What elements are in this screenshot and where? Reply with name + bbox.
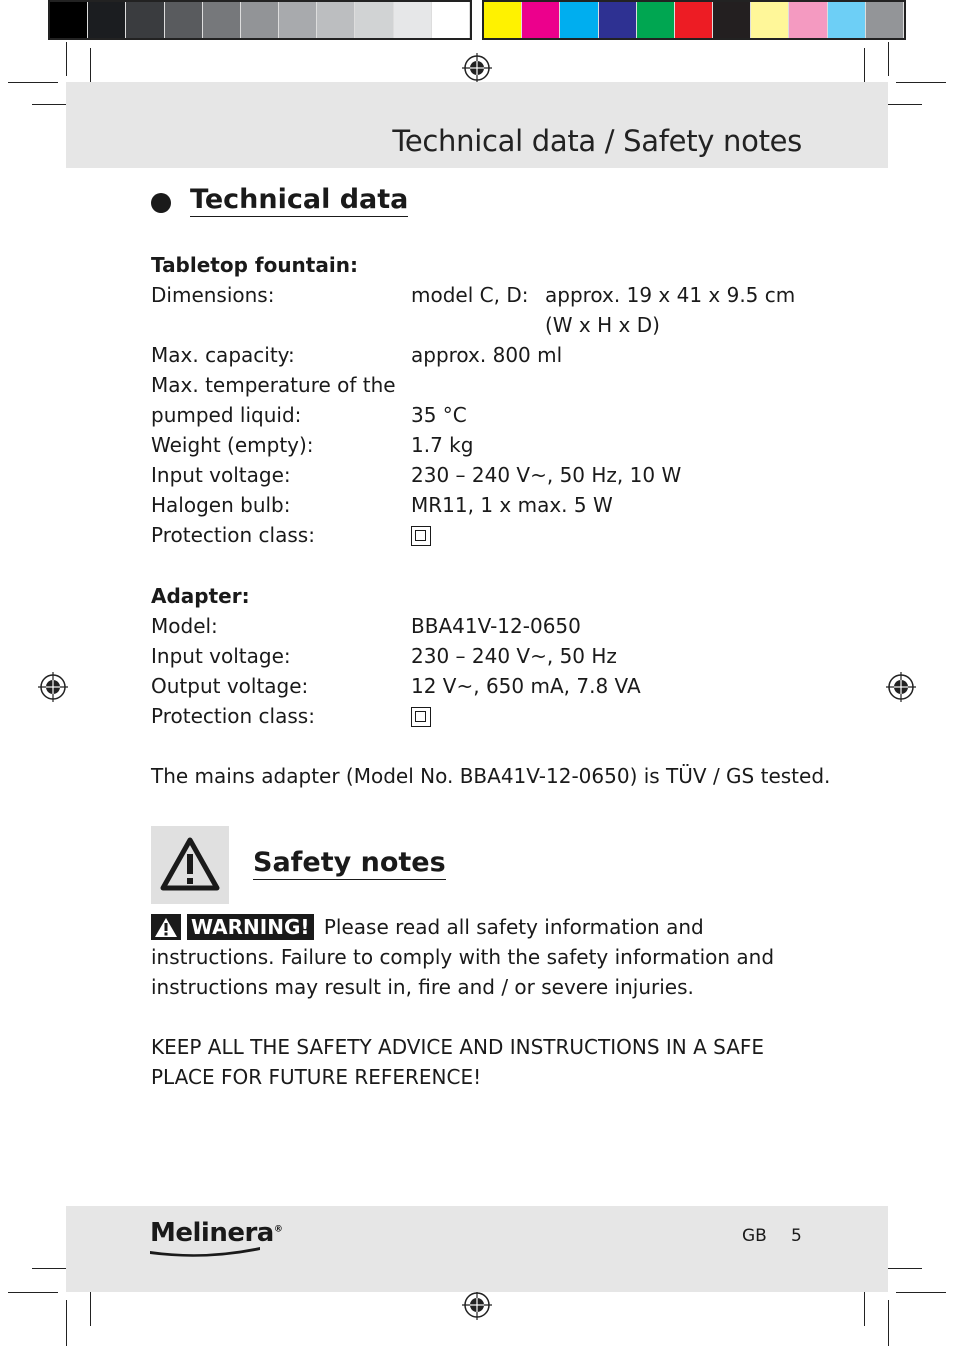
color-swatch	[317, 2, 355, 38]
crop-mark	[888, 1300, 889, 1346]
keep-notice: KEEP ALL THE SAFETY ADVICE AND INSTRUCTIONS IN A SAFE PLACE FOR FUTURE REFERENCE!	[151, 1035, 765, 1089]
registration-mark-icon	[462, 53, 492, 83]
section-heading-technical: Technical data	[190, 184, 409, 215]
color-swatch	[279, 2, 317, 38]
color-swatch	[241, 2, 279, 38]
color-swatch	[203, 2, 241, 38]
color-swatch	[637, 2, 675, 38]
spec-label: pumped liquid:	[151, 403, 302, 427]
warning-text: Please read all safety information and instructions.	[151, 915, 704, 969]
spec-value: 35 °C	[411, 403, 467, 427]
spec-label: Max. capacity:	[151, 343, 295, 367]
color-swatch	[866, 2, 904, 38]
warning-paragraph	[151, 912, 811, 1002]
color-swatch	[165, 2, 203, 38]
crop-mark	[882, 104, 922, 105]
grayscale-calibration-bar	[48, 0, 472, 40]
spec-value: approx. 19 x 41 x 9.5 cm	[545, 283, 796, 307]
spec-model: model C, D:	[411, 283, 529, 307]
crop-mark	[66, 1300, 67, 1346]
spec-value: (W x H x D)	[545, 313, 660, 337]
color-swatch	[522, 2, 560, 38]
crop-mark	[8, 1292, 58, 1293]
color-swatch	[126, 2, 164, 38]
tuv-note: The mains adapter (Model No. BBA41V-12-0650) is TÜV / GS tested.	[151, 764, 831, 788]
spec-label: Output voltage:	[151, 674, 309, 698]
spec-label: Max. temperature of the	[151, 373, 396, 397]
brand-logo	[150, 1218, 282, 1248]
warning-triangle-icon	[151, 826, 229, 904]
section-heading-safety: Safety notes	[253, 847, 446, 878]
registration-mark-icon	[462, 1290, 492, 1320]
adapter-heading: Adapter:	[151, 584, 250, 608]
color-swatch	[560, 2, 598, 38]
color-swatch	[675, 2, 713, 38]
color-swatch	[751, 2, 789, 38]
page-title: Technical data / Safety notes	[392, 124, 802, 158]
spec-label: Model:	[151, 614, 218, 638]
color-swatch	[789, 2, 827, 38]
color-swatch	[50, 2, 88, 38]
spec-value: MR11, 1 x max. 5 W	[411, 493, 613, 517]
color-swatch	[828, 2, 866, 38]
protection-class-ii-icon	[411, 526, 431, 546]
warning-box	[151, 826, 229, 904]
brand-registered-mark: ®	[273, 1224, 283, 1235]
color-calibration-bar	[482, 0, 906, 40]
warning-small-icon	[151, 914, 181, 940]
crop-mark	[864, 1286, 865, 1326]
page-number: 5	[791, 1226, 802, 1246]
color-swatch	[432, 2, 470, 38]
footer-language: GB	[742, 1226, 767, 1246]
color-swatch	[88, 2, 126, 38]
fountain-heading: Tabletop fountain:	[151, 253, 358, 277]
spec-label: Halogen bulb:	[151, 493, 291, 517]
color-swatch	[394, 2, 432, 38]
spec-value: 230 – 240 V~, 50 Hz, 10 W	[411, 463, 682, 487]
color-swatch	[713, 2, 751, 38]
color-swatch	[484, 2, 522, 38]
spec-value: 230 – 240 V~, 50 Hz	[411, 644, 617, 668]
spec-value: approx. 800 ml	[411, 343, 563, 367]
spec-label: Weight (empty):	[151, 433, 314, 457]
warning-badge: WARNING!	[187, 914, 314, 940]
spec-label: Dimensions:	[151, 283, 275, 307]
spec-label: Protection class:	[151, 704, 315, 728]
spec-value: BBA41V-12-0650	[411, 614, 581, 638]
brand-name: Melinera	[150, 1218, 274, 1248]
crop-mark	[90, 1286, 91, 1326]
crop-mark	[66, 42, 67, 76]
crop-mark	[882, 1268, 922, 1269]
protection-class-ii-icon	[411, 707, 431, 727]
spec-label: Input voltage:	[151, 644, 291, 668]
crop-mark	[896, 1292, 946, 1293]
registration-mark-icon	[38, 672, 68, 702]
crop-mark	[896, 82, 946, 83]
bullet-icon	[151, 193, 171, 213]
spec-value: 1.7 kg	[411, 433, 474, 457]
color-swatch	[599, 2, 637, 38]
crop-mark	[888, 42, 889, 76]
crop-mark	[8, 82, 58, 83]
spec-value: 12 V~, 650 mA, 7.8 VA	[411, 674, 641, 698]
spec-label: Protection class:	[151, 523, 315, 547]
warning-text-continued: Failure to comply with the safety information and instructions may result in, fire and / or severe injuries.	[151, 945, 775, 999]
spec-label: Input voltage:	[151, 463, 291, 487]
registration-mark-icon	[886, 672, 916, 702]
color-swatch	[355, 2, 393, 38]
brand-swoosh-icon	[150, 1245, 260, 1257]
